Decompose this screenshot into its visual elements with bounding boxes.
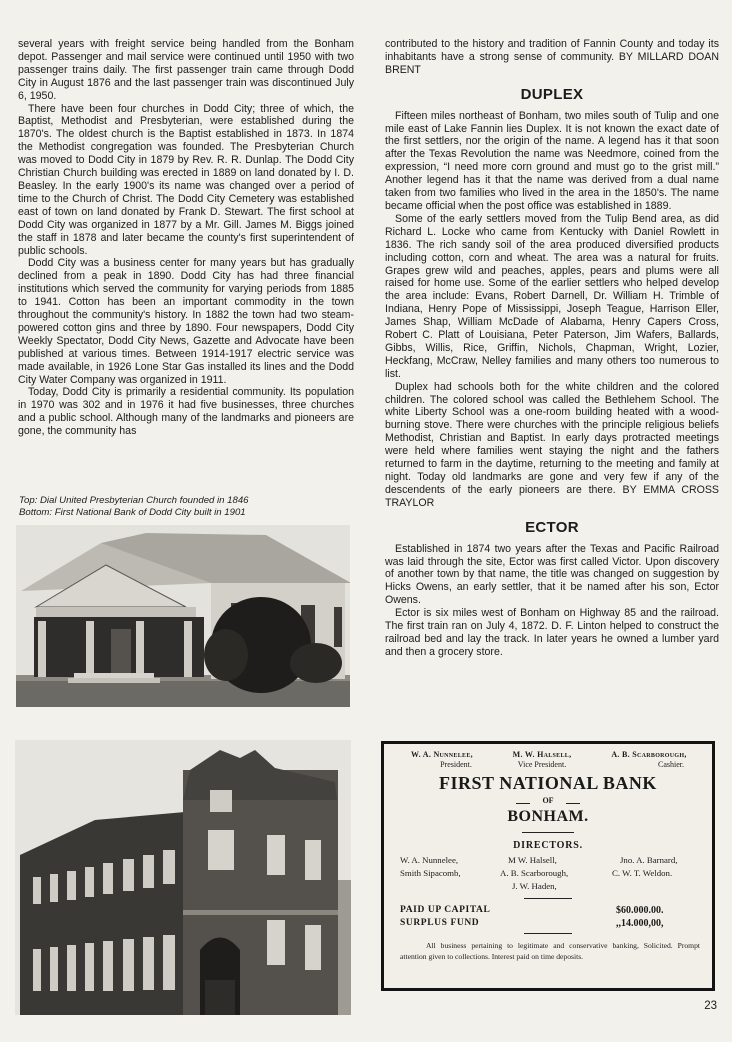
left-column <box>18 38 354 438</box>
capital-amounts: $60.000.00. ,,14.000,00, <box>616 905 664 929</box>
section-heading-duplex: DUPLEX <box>520 85 584 103</box>
paragraph: Duplex had schools both for the white children and the colored children. The colored school was called the Bethlehem School. The white Liberty School was a one-room building heated with a wood-burning stove. There were churches with the principle religious beliefs Methodist, Christian and Baptist. In early days protracted meetings were held where families went staying the night and the fathers returned to farm in the daytime, returning to the meeting and family at night. Today old landmarks are gone and very few if any of the descendents of the early pioneers are there. BY EMMA CROSS TRAYLOR <box>385 380 719 509</box>
paragraph: several years with freight service being handled from the Bonham depot. Passenger and mail service were continued until 1950 with two passenger trains daily. The first passenger train came through Dodd City in August 1876 and the last passenger train was discontinued July 6, 1950. <box>18 38 354 102</box>
officer-cashier: A. B. Scarborough, Cashier. <box>611 750 687 769</box>
paragraph: Ector is six miles west of Bonham on Highway 85 and the railroad. The first train ran on July 4, 1872. D. F. Linton helped to construct the railroad bed and lay the track. In later years he owned a lumber yard and then a grocery store. <box>385 607 719 658</box>
bank-building-illustration <box>15 740 351 1015</box>
directors-column-1: W. A. Nunnelee, Smith Sipacomb, <box>400 855 461 878</box>
church-illustration <box>16 525 350 707</box>
divider <box>524 933 572 934</box>
right-column <box>385 38 719 659</box>
section-heading-ector: ECTOR <box>525 518 579 536</box>
bank-advertisement <box>381 741 715 991</box>
paragraph: There have been four churches in Dodd City; three of which, the Baptist, Methodist and Presbyterian, were established during the 1870's. The oldest church is the Baptist established in 1873. In 1874 the Methodist congregation was founded. The Presbyterian Church was moved to Dodd City in 1879 by Rev. R. R. Dunlap. The Dodd City Christian Church building was erected in 1889 on land donated by I. D. Beasley. In the early 1900's its name was changed over a period of time to the Church of Christ. The Dodd City Cemetery was established east of town on land donated by Frank D. Stewart. The first school at Dodd City was organized in 1877 by a Mr. Gill. James M. Biggs joined the staff in 1878 and later became the county's first superintendent of public schools. <box>18 102 354 257</box>
caption-top: Top: Dial United Presbyterian Church founded in 1846 <box>19 495 249 506</box>
capital-labels: PAID UP CAPITAL SURPLUS FUND <box>400 905 491 928</box>
directors-heading: DIRECTORS. <box>513 840 583 851</box>
church-photo <box>16 525 350 707</box>
paragraph: Today, Dodd City is primarily a residential community. Its population in 1970 was 302 and in 1976 it had five businesses, three churches and a public school. Although many of the landmarks and pioneers are gone, the community has <box>18 386 354 438</box>
bank-name: FIRST NATIONAL BANK <box>439 773 657 793</box>
paragraph: Established in 1874 two years after the Texas and Pacific Railroad was laid through the site, Ector was first called Victor. Upon discovery of another town by that name, the title was changed on suggestion by Hicks Owens, an early settler, that it be named after his son, Ector Owens. <box>385 542 719 607</box>
officer-president: W. A. Nunnelee, President. <box>411 750 473 769</box>
divider <box>566 803 580 804</box>
officer-vice-president: M. W. Halsell, Vice President. <box>512 750 572 769</box>
divider <box>524 898 572 899</box>
advertisement-footer: All business pertaining to legitimate and conservative banking, Solicited. Prompt attention given to collections. Interest paid on time deposits. <box>400 941 700 961</box>
paragraph: Some of the early settlers moved from the Tulip Bend area, as did Richard L. Locke who came from Kentucky with Daniel Rowlett in 1836. The rich sandy soil of the area produced diversified products including cotton, corn and wheat. The area was a natural for fruits. Grapes grew wild and peaches, apples, pears and plums were all raised for home use. Some of the earlier settlers who helped develop the area include: Evans, Robert Darnell, Dr. William H. Trimble of Indiana, Henry Pope of Mississippi, Joseph Teague, Harrison Eller, James Shap, William McDade of Alabama, Henry Capers Cross, Robert C. Platt of Louisiana, Peter Paterson, Jim Wafers, Ballards, Gibbs, Willis, Rice, Griffin, Nichols, Chapman, Wright, Lozier, Heckfang, McCraw, Nelley families and many others too numerous to list. <box>385 212 719 380</box>
directors-column-2: M W. Halsell, A. B. Scarborough, J. W. Haden, <box>500 855 569 891</box>
directors-column-3: Jno. A. Barnard, C. W. T. Weldon. <box>612 855 678 878</box>
photo-caption <box>19 495 349 518</box>
bank-city: BONHAM. <box>507 808 589 825</box>
bank-of: OF <box>542 796 554 805</box>
caption-bottom: Bottom: First National Bank of Dodd City built in 1901 <box>19 506 246 518</box>
paragraph: Fifteen miles northeast of Bonham, two miles south of Tulip and one mile east of Lake Fannin lies Duplex. It is not known the exact date of the first settlers, nor the origin of the name. A legend has it that soon after the Texas Revolution the name was Needmore, coined from the expression, “I need more corn ground and must go to the grist mill.” Another legend has it that the name was derived from a dual name taken from two families who lived in the area in the 1850's. The name became official when the post office was established in 1889. <box>385 109 719 212</box>
paragraph: contributed to the history and tradition of Fannin County and today its inhabitants have a strong sense of community. BY MILLARD DOAN BRENT <box>385 38 719 76</box>
page-number: 23 <box>704 1000 717 1012</box>
paragraph: Dodd City was a business center for many years but has gradually declined from a peak in 1890. Dodd City has had three financial institutions which served the community for varying periods from 1885 to 1941. Cotton has been an important commodity in the town throughout the community's history. In 1882 the town had two steam-powered cotton gins and three by 1890. Four newspapers, Dodd City Weekly Spectator, Dodd City News, Gazette and Advocate have been published at various times. Between 1914-1917 electric service was made available, in 1926 Lone Star Gas installed its lines and the Dodd City Water Company was organized in 1911. <box>18 257 354 386</box>
divider <box>522 832 574 833</box>
bank-photo <box>15 740 351 1015</box>
advertisement-inner <box>384 744 712 988</box>
